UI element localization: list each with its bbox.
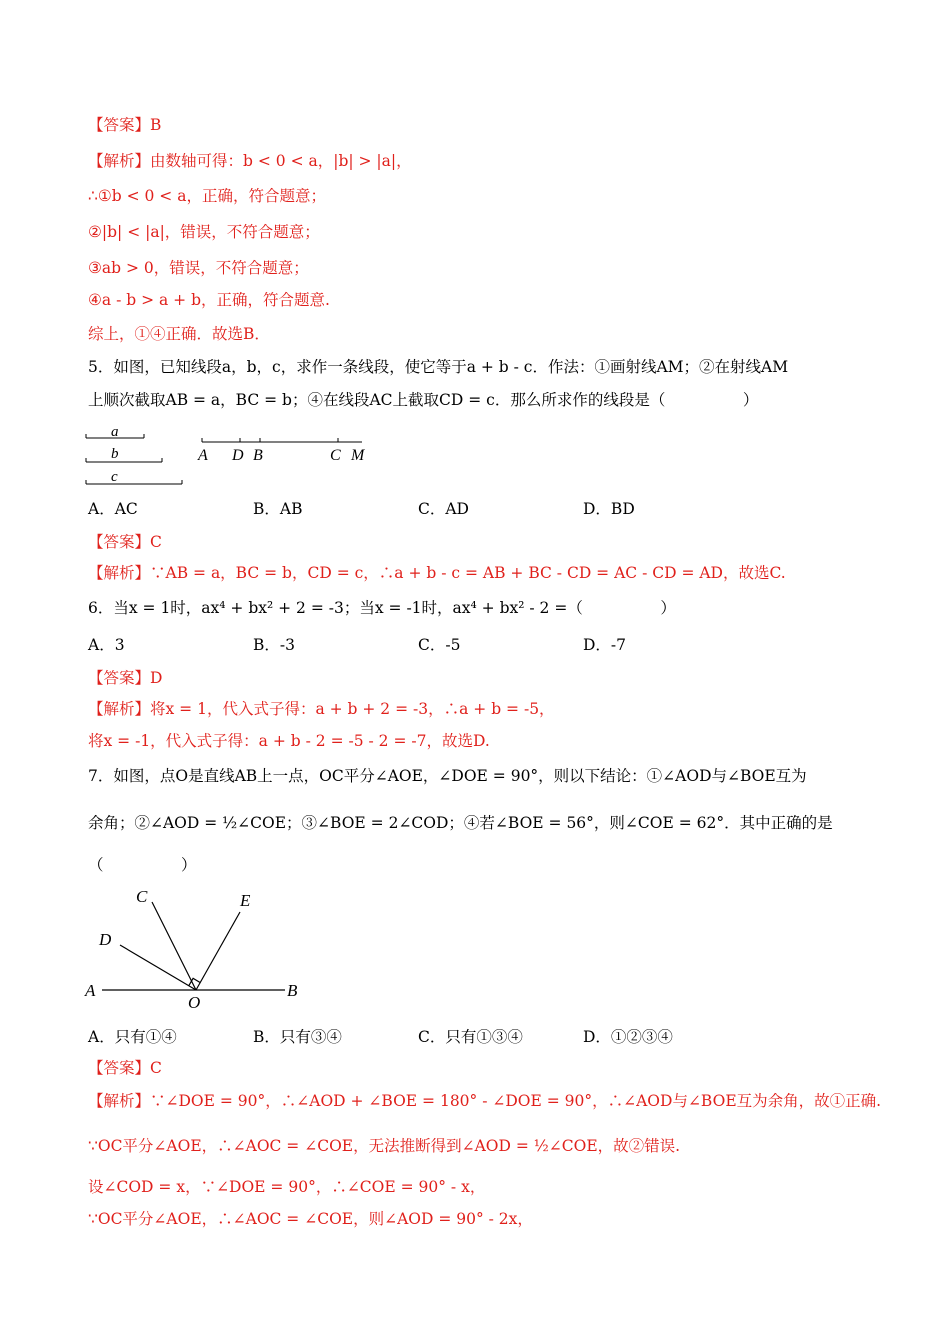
q6-option-a: A．3 [88, 636, 125, 654]
label-point-M: M [351, 447, 365, 464]
answer-q6: 【答案】D [88, 669, 163, 687]
question-7-line2: 余角；②∠AOD = ½∠COE；③∠BOE = 2∠COD；④若∠BOE = 56°，则∠COE = 62°．其中正确的是 [88, 814, 833, 832]
label-point-E: E [240, 891, 251, 910]
solution-q7-line1 [88, 1090, 881, 1112]
label-point-D: D [232, 447, 244, 464]
solution-text: 由数轴可得：b < 0 < a，|b| > |a|， [150, 152, 412, 170]
label-point-A: A [85, 981, 96, 1000]
answer-q7: 【答案】C [88, 1059, 162, 1077]
label-point-A: A [198, 447, 208, 464]
solution-q4-line2: ∴①b < 0 < a，正确，符合题意； [88, 187, 326, 205]
solution-q5 [88, 562, 786, 584]
solution-tag: 【解析】 [88, 564, 151, 582]
label-point-B: B [253, 447, 263, 464]
figure-q7-angles [80, 880, 320, 1015]
solution-tag: 【解析】 [88, 700, 151, 718]
answer-q5: 【答案】C [88, 533, 162, 551]
q7-option-c: C．只有①③④ [418, 1028, 523, 1046]
solution-q4-line1 [88, 150, 412, 172]
q6-option-c: C．-5 [418, 636, 461, 654]
solution-q7-line2: ∵OC平分∠AOE，∴∠AOC = ∠COE，无法推断得到∠AOD = ½∠COE，故②错误. [88, 1137, 681, 1155]
q7-option-a: A．只有①④ [88, 1028, 177, 1046]
solution-tag: 【解析】 [88, 1092, 151, 1110]
label-point-C: C [136, 887, 148, 906]
solution-q6-line2: 将x = -1，代入式子得：a + b - 2 = -5 - 2 = -7，故选D. [88, 732, 490, 750]
q6-option-d: D．-7 [583, 636, 627, 654]
solution-tag: 【解析】 [88, 152, 151, 170]
label-point-D: D [99, 930, 112, 949]
question-6: 6．当x = 1时，ax⁴ + bx² + 2 = -3；当x = -1时，ax⁴ + bx² - 2 =（ ） [88, 599, 676, 617]
label-point-C: C [330, 447, 341, 464]
solution-text: ∵∠DOE = 90°，∴∠AOD + ∠BOE = 180° - ∠DOE = 90°，∴∠AOD与∠BOE互为余角，故①正确. [150, 1092, 882, 1110]
label-point-O: O [188, 993, 201, 1012]
solution-text: 将x = 1，代入式子得：a + b + 2 = -3，∴a + b = -5， [150, 700, 555, 718]
question-5-line2: 上顺次截取AB = a，BC = b；④在线段AC上截取CD = c．那么所求作的线段是（ ） [88, 391, 759, 409]
question-7-line3: （ ） [88, 856, 197, 874]
question-7-line1: 7．如图，点O是直线AB上一点，OC平分∠AOE，∠DOE = 90°，则以下结论：①∠AOD与∠BOE互为 [88, 767, 807, 785]
answer-q4: 【答案】B [88, 116, 162, 134]
q5-option-b: B．AB [253, 500, 303, 518]
q6-option-b: B．-3 [253, 636, 295, 654]
q7-option-d: D．①②③④ [583, 1028, 673, 1046]
solution-q4-line4: ③ab > 0，错误，不符合题意； [88, 259, 309, 277]
solution-q4-line3: ②|b| < |a|，错误，不符合题意； [88, 223, 320, 241]
solution-q4-conclusion: 综上，①④正确．故选B． [88, 325, 270, 343]
label-point-B: B [287, 981, 298, 1000]
solution-q7-line4: ∵OC平分∠AOE，∴∠AOC = ∠COE，则∠AOD = 90° - 2x， [88, 1210, 533, 1228]
label-seg-b: b [111, 446, 119, 462]
question-5-line1: 5．如图，已知线段a，b，c，求作一条线段，使它等于a + b - c．作法：①画射线AM；②在射线AM [88, 358, 789, 376]
solution-text: ∵AB = a，BC = b，CD = c，∴a + b - c = AB + BC - CD = AC - CD = AD，故选C. [150, 564, 786, 582]
label-seg-c: c [111, 469, 118, 485]
q5-option-d: D．BD [583, 500, 635, 518]
q5-option-a: A．AC [88, 500, 138, 518]
solution-q6-line1 [88, 698, 555, 720]
q7-option-b: B．只有③④ [253, 1028, 342, 1046]
figure-q5-segments [80, 420, 380, 492]
label-seg-a: a [111, 424, 119, 440]
solution-q4-line5: ④a - b > a + b，正确，符合题意. [88, 291, 330, 309]
q5-option-c: C．AD [418, 500, 469, 518]
solution-q7-line3: 设∠COD = x，∵∠DOE = 90°，∴∠COE = 90° - x， [88, 1178, 486, 1196]
